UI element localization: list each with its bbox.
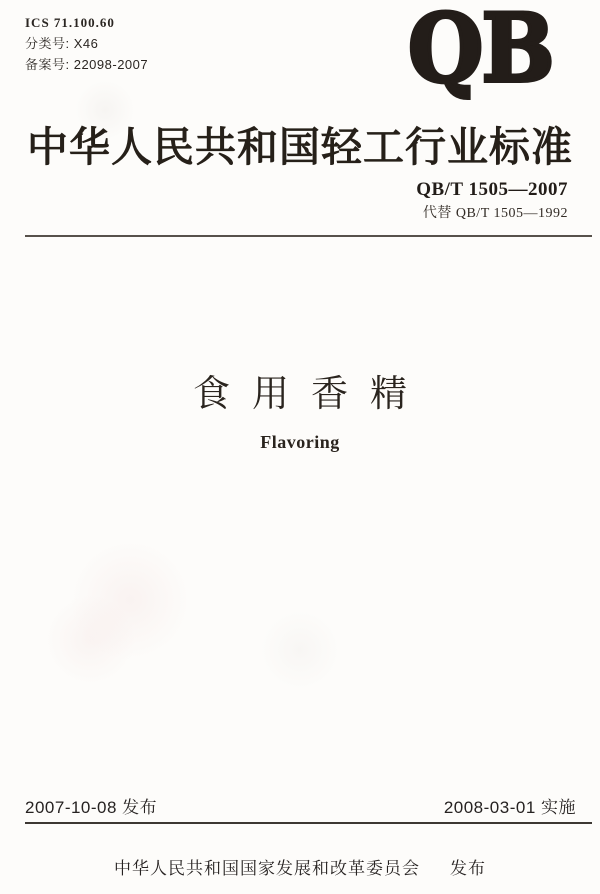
implementation-date: 2008-03-01 实施 bbox=[443, 798, 576, 817]
header-divider bbox=[25, 235, 592, 237]
classification-code: 分类号: X46 bbox=[25, 36, 99, 51]
issue-date: 2007-10-08 发布 bbox=[25, 798, 158, 817]
document-title-english: Flavoring bbox=[260, 432, 340, 452]
document-title: 食用香精 bbox=[193, 373, 429, 414]
standard-number: QB/T 1505—2007 bbox=[416, 179, 568, 200]
qb-logo: QB bbox=[408, 0, 553, 104]
publish-word: 发布 bbox=[450, 859, 486, 878]
record-number: 备案号: 22098-2007 bbox=[25, 57, 149, 72]
publisher-name: 中华人民共和国国家发展和改革委员会 bbox=[114, 859, 420, 878]
replaced-standard: 代替 QB/T 1505—1992 bbox=[422, 206, 568, 221]
standard-title: 中华人民共和国轻工行业标准 bbox=[27, 124, 573, 170]
publisher-line bbox=[0, 854, 600, 879]
footer-divider bbox=[25, 822, 592, 824]
registry-block bbox=[25, 12, 148, 75]
ics-code: ICS 71.100.60 bbox=[25, 15, 115, 30]
